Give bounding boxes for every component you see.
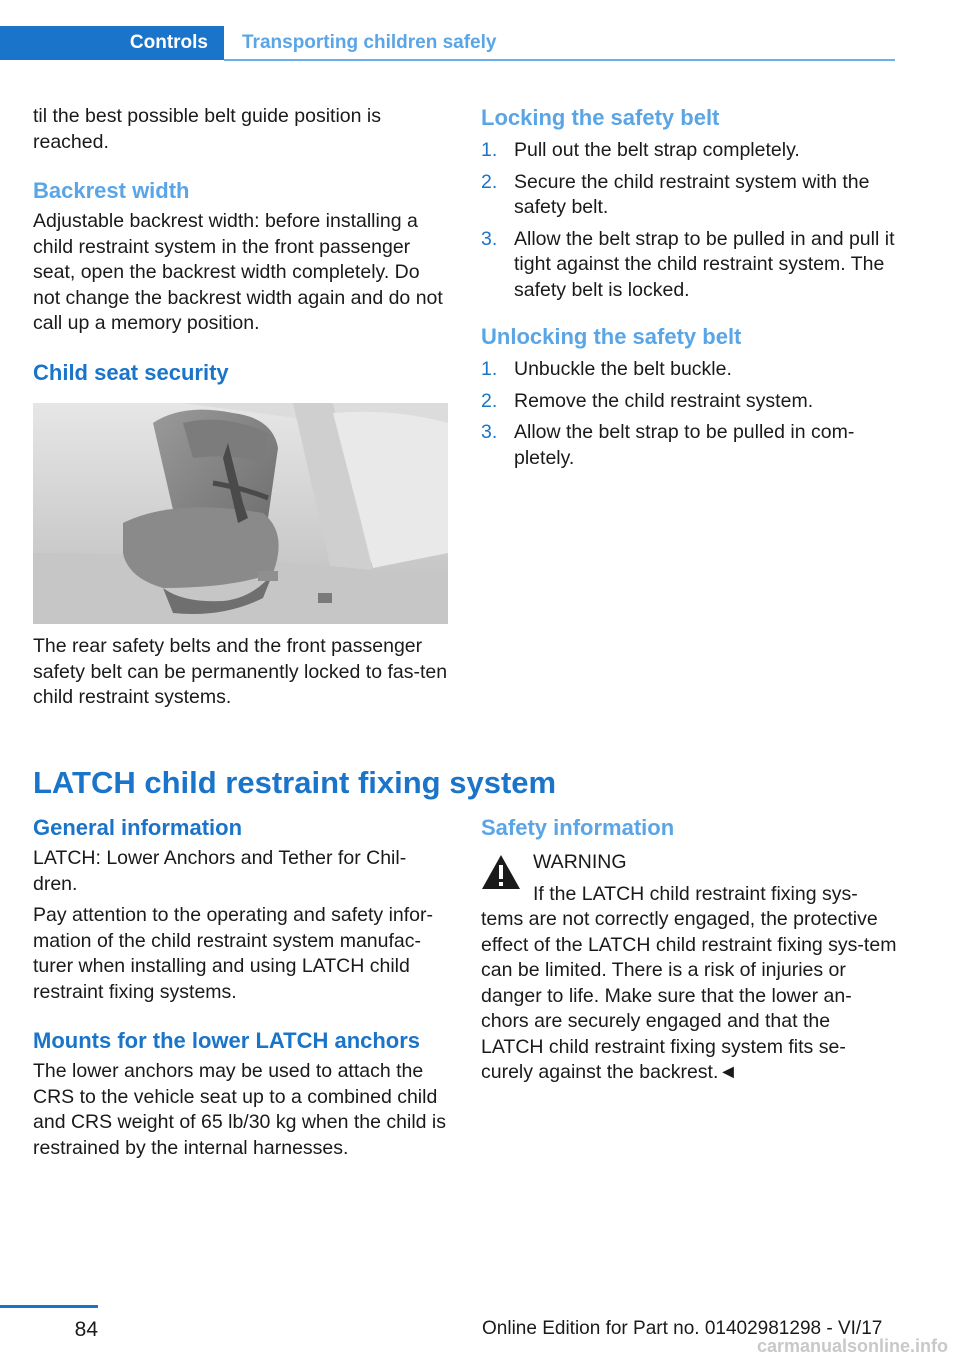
- left-column-top: [33, 104, 449, 387]
- warning-label: WARNING: [533, 851, 627, 873]
- right-column-bottom: [481, 814, 897, 1086]
- step-text: Remove the child restraint system.: [514, 389, 814, 412]
- watermark: carmanualsonline.info: [756, 1336, 948, 1356]
- warning-first-line: If the LATCH child restraint fixing sys-: [533, 882, 858, 905]
- header-divider: [224, 59, 895, 61]
- list-item: [481, 420, 897, 471]
- step-text: Pull out the belt strap completely.: [514, 139, 800, 161]
- step-number: 2.: [481, 170, 498, 193]
- step-number: 2.: [481, 389, 498, 412]
- warning-block: [481, 850, 897, 907]
- continued-text: til the best possible belt guide position is reached.: [33, 105, 381, 153]
- step-text: Allow the belt strap to be pulled in and pull it tight against the child restraint system. The safety belt is locked.: [514, 227, 895, 301]
- backrest-width-heading: Backrest width: [33, 178, 190, 203]
- child-seat-photo: [33, 403, 448, 624]
- locking-heading: Locking the safety belt: [481, 105, 720, 130]
- footer-divider: [0, 1305, 98, 1308]
- safety-information-heading: Safety information: [481, 815, 675, 840]
- latch-title: LATCH child restraint fixing system: [33, 765, 557, 800]
- child-seat-illustration: [33, 403, 448, 624]
- warning-head: [533, 850, 858, 907]
- step-number: 3.: [481, 421, 498, 443]
- locking-steps: [481, 138, 897, 303]
- general-text-2: Pay attention to the operating and safety infor-mation of the child restraint system manufac-turer when installing and using LATCH child restraint fixing systems.: [33, 904, 434, 1003]
- edition-text: Online Edition for Part no. 01402981298 - VI/17: [482, 1318, 883, 1339]
- warning-text: tems are not correctly engaged, the protective effect of the LATCH child restraint fixing sys-tem can be limited. There is a risk of injuries or danger to life. Make sure that the lower an-chors are securely engaged and that the LATCH child restraint fixing system fits se-curely against the backrest.◄: [481, 908, 897, 1083]
- page-header: [0, 26, 895, 62]
- step-text: Allow the belt strap to be pulled in com-pletely.: [514, 421, 855, 469]
- step-text: Secure the child restraint system with the safety belt.: [514, 170, 870, 218]
- step-number: 1.: [481, 358, 498, 380]
- mounts-heading: Mounts for the lower LATCH anchors: [33, 1028, 421, 1053]
- unlocking-steps: [481, 357, 897, 471]
- list-item: [481, 389, 897, 415]
- list-item: [481, 138, 897, 164]
- chapter-tab[interactable]: Transporting children safely: [242, 32, 497, 53]
- list-item: [481, 227, 897, 304]
- right-column-top: [481, 104, 897, 477]
- unlocking-heading: Unlocking the safety belt: [481, 324, 742, 349]
- step-text: Unbuckle the belt buckle.: [514, 358, 732, 380]
- backrest-width-text: Adjustable backrest width: before installing a child restraint system in the front passenger seat, open the backrest width completely. Do not change the backrest width again and do not call up a memory position.: [33, 210, 443, 334]
- step-number: 3.: [481, 227, 498, 250]
- warning-triangle-icon: [481, 854, 521, 890]
- child-seat-security-heading: Child seat security: [33, 359, 229, 385]
- general-text-1: LATCH: Lower Anchors and Tether for Chil-dren.: [33, 847, 407, 895]
- section-tab-controls[interactable]: Controls: [0, 26, 224, 60]
- child-seat-security-text: The rear safety belts and the front passenger safety belt can be permanently locked to fas-ten child restraint systems.: [33, 635, 448, 708]
- list-item: [481, 357, 897, 383]
- step-number: 1.: [481, 139, 498, 161]
- page-number: 84: [74, 1318, 98, 1341]
- general-information-heading: General information: [33, 815, 243, 840]
- photo-caption-block: [33, 634, 449, 711]
- list-item: [481, 170, 897, 221]
- mounts-text: The lower anchors may be used to attach the CRS to the vehicle seat up to a combined child and CRS weight of 65 lb/30 kg when the child is restrained by the internal harnesses.: [33, 1060, 446, 1159]
- left-column-bottom: [33, 814, 449, 1161]
